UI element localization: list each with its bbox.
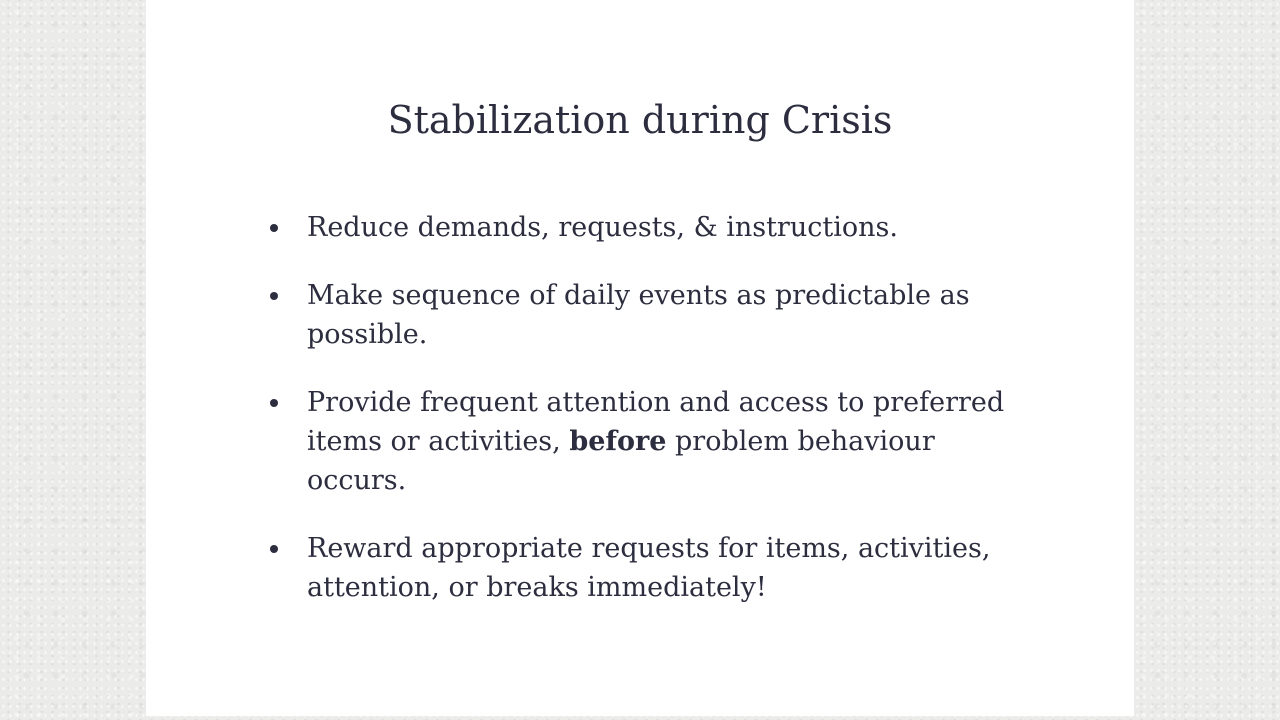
bullet-text-part: problem behaviour occurs.: [307, 426, 935, 496]
bullet-item: [262, 529, 1022, 607]
slide-title: Stabilization during Crisis: [387, 98, 893, 142]
bullet-dot-icon: [270, 224, 278, 232]
bullet-text-part: Provide frequent attention and access to preferred items or activities,: [307, 387, 1005, 457]
bullet-text: Make sequence of daily events as predictable as possible.: [307, 280, 970, 350]
bullet-item: [262, 208, 1022, 247]
bullet-item: [262, 383, 1022, 500]
bullet-text: [307, 387, 1004, 496]
bullet-text: Reduce demands, requests, & instructions.: [307, 212, 898, 243]
bullet-emphasis: before: [569, 426, 667, 457]
bullet-text: Reward appropriate requests for items, activities, attention, or breaks immediately!: [307, 533, 991, 603]
bullet-list: [262, 208, 1022, 636]
bullet-dot-icon: [270, 545, 278, 553]
bullet-item: [262, 276, 1022, 354]
slide: [146, 0, 1134, 716]
bullet-dot-icon: [270, 292, 278, 300]
bullet-dot-icon: [270, 399, 278, 407]
